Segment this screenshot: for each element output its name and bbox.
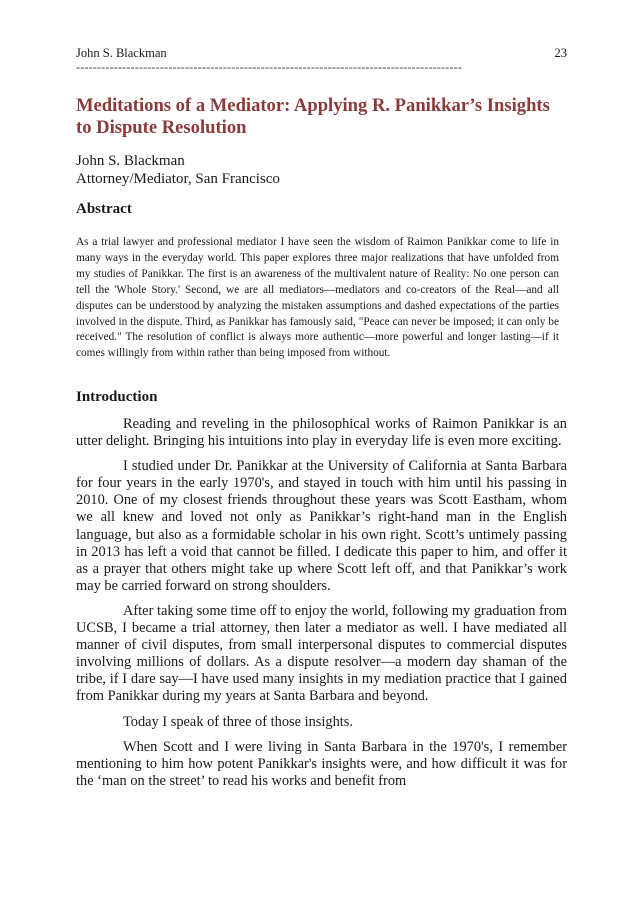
body-paragraph: Today I speak of three of those insights. — [123, 713, 353, 730]
body-paragraph: After taking some time off to enjoy the world, following my graduation from UCSB, I became a trial attorney, then later a mediator as well. I have mediated all manner of civil disputes, from small interpersonal disputes to commercial disputes involving millions of dollars. As a dispute resolver—a modern day shaman of the tribe, if I dare say—I have used many insights in my mediation practice that I gained from Panikkar during my years at Santa Barbara and beyond. — [76, 602, 567, 705]
body-paragraph: I studied under Dr. Panikkar at the University of California at Santa Barbara for four years in the early 1970's, and stayed in touch with him until his passing in 2010. One of my closest friends throughout these years was Scott Eastham, whom we all knew and loved not only as Panikkar’s right-hand man in the English language, but also as a formidable scholar in his own right. Scott’s untimely passing in 2013 has left a void that cannot be filled. I dedicate this paper to him, and offer it as a prayer that others might take up where Scott left off, and that Panikkar’s work may be carried forward on strong shoulders. — [76, 458, 567, 594]
body-paragraph: When Scott and I were living in Santa Barbara in the 1970's, I remember mentioning to him how potent Panikkar's insights were, and how difficult it was for the ‘man on the street’ to read his works and benefit from — [76, 738, 567, 789]
header-dashed-rule: -------------------------------------------------------------------------------------------- — [76, 60, 463, 74]
abstract-heading: Abstract — [76, 201, 132, 217]
paper-title: Meditations of a Mediator: Applying R. Panikkar’s Insights to Dispute Resolution — [76, 95, 550, 138]
byline — [76, 152, 280, 188]
author-affiliation: Attorney/Mediator, San Francisco — [76, 171, 280, 187]
introduction-body — [76, 416, 567, 798]
body-paragraph: Reading and reveling in the philosophical works of Raimon Panikkar is an utter delight. Bringing his intuitions into play in everyday life is even more exciting. — [76, 416, 567, 450]
abstract-text: As a trial lawyer and professional mediator I have seen the wisdom of Raimon Panikkar come to life in many ways in the everyday world. This paper explores three major realizations that have unfolded from my studies of Panikkar. The first is an awareness of the multivalent nature of Reality: No one person can tell the 'Whole Story.' Second, we are all mediators—mediators and co-creators of the Real—and all disputes can be understood by analyzing the mistaken assumptions and dashed expectations of the parties involved in the dispute. Third, as Panikkar has famously said, "Peace can never be imposed; it can only be received." The resolution of conflict is always more authentic—more powerful and longer lasting—if it comes willingly from within rather than being imposed from without. — [76, 236, 559, 360]
introduction-heading: Introduction — [76, 389, 158, 405]
page-number: 23 — [554, 46, 567, 60]
header-author: John S. Blackman — [76, 46, 167, 60]
author-name: John S. Blackman — [76, 153, 185, 169]
